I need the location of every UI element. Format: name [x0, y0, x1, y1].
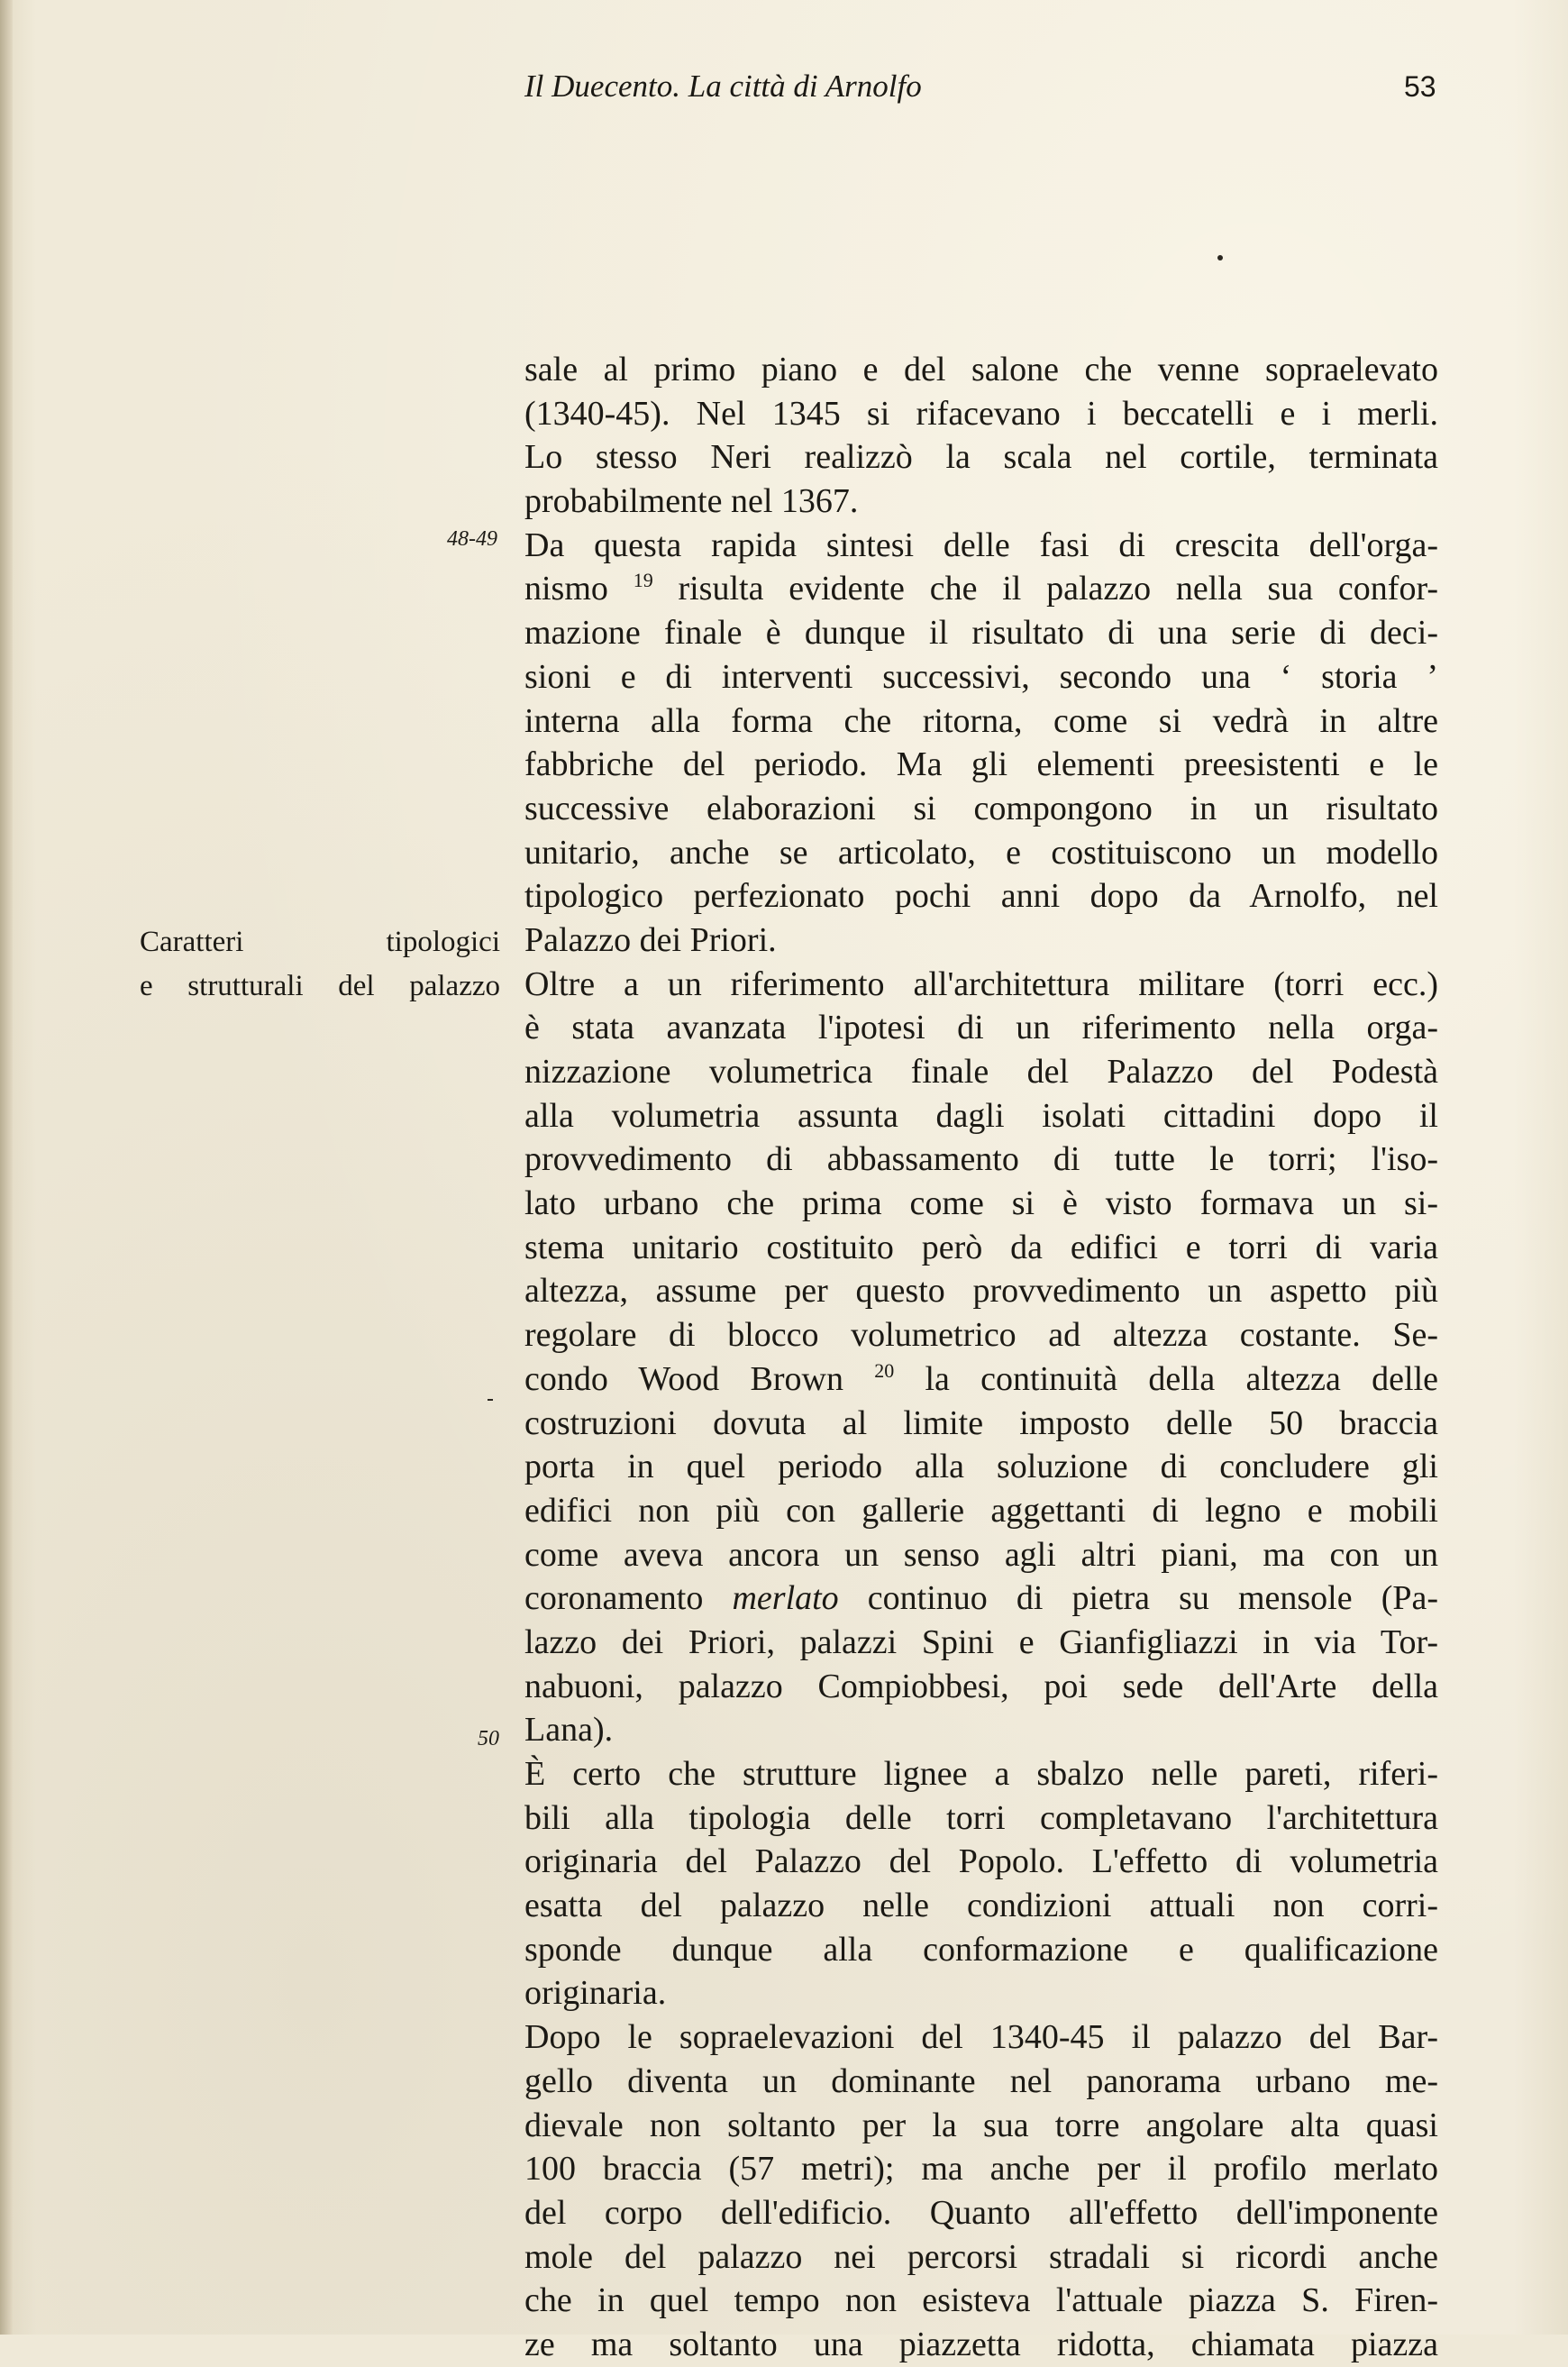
text-line: Dopo le sopraelevazioni del 1340-45 il palazzo del Bar- [524, 2018, 1438, 2057]
text-line: che in quel tempo non esisteva l'attuale piazza S. Firen- [524, 2281, 1438, 2320]
text-line: nabuoni, palazzo Compiobbesi, poi sede dell'Arte della [524, 1667, 1438, 1705]
text-run: condo Wood Brown [524, 1359, 843, 1398]
text-line: (1340-45). Nel 1345 si rifacevano i beccatelli e i merli. [524, 394, 1438, 433]
text-line: come aveva ancora un senso agli altri piani, ma con un [524, 1535, 1438, 1574]
text-run: continuo di pietra su mensole (Pa- [838, 1579, 1438, 1618]
emphasis-merlato: merlato [732, 1579, 839, 1618]
text-line [524, 1576, 1438, 1621]
text-line: sioni e di interventi successivi, secondo una ‘ storia ’ [524, 657, 1438, 696]
text-line: successive elaborazioni si compongono in un risultato [524, 789, 1438, 827]
text-line: Lana). [524, 1711, 614, 1750]
page-edge-shadow [0, 0, 13, 2335]
stray-mark [488, 1399, 493, 1401]
text-line [524, 1357, 1438, 1402]
text-line: porta in quel periodo alla soluzione di concludere gli [524, 1448, 1438, 1486]
text-run: la continuità della altezza delle [894, 1359, 1439, 1398]
text-line: unitario, anche se articolato, e costituiscono un modello [524, 833, 1438, 872]
side-heading-line-2: e strutturali del palazzo [140, 969, 500, 1002]
page-number: 53 [1404, 70, 1436, 103]
text-line: 100 braccia (57 metri); ma anche per il profilo merlato [524, 2150, 1438, 2189]
text-line: originaria del Palazzo del Popolo. L'effetto di volumetria [524, 1842, 1438, 1881]
margin-figure-ref-50: 50 [478, 1727, 499, 1750]
text-line: mole del palazzo nei percorsi stradali si ricordi anche [524, 2237, 1438, 2276]
text-line: sponde dunque alla conformazione e qualificazione [524, 1930, 1438, 1969]
text-line [524, 567, 1438, 611]
margin-figure-ref-48-49: 48-49 [447, 527, 497, 551]
text-line: probabilmente nel 1367. [524, 482, 859, 521]
side-heading-line-1: Caratteri tipologici [140, 926, 500, 958]
footnote-ref-20: 20 [874, 1358, 895, 1382]
text-line: Lo stesso Neri realizzò la scala nel cortile, terminata [524, 438, 1438, 477]
text-line: esatta del palazzo nelle condizioni attuali non corri- [524, 1887, 1438, 1925]
text-line: ze ma soltanto una piazzetta ridotta, chiamata piazza [524, 2325, 1438, 2363]
text-line: È certo che strutture lignee a sbalzo nelle pareti, riferi- [524, 1755, 1438, 1793]
text-line: provvedimento di abbassamento di tutte le torri; l'iso- [524, 1140, 1438, 1179]
text-line: lato urbano che prima come si è visto formava un si- [524, 1184, 1438, 1223]
text-line: mazione finale è dunque il risultato di una serie di deci- [524, 614, 1438, 653]
text-line: del corpo dell'edificio. Quanto all'effetto dell'imponente [524, 2193, 1438, 2232]
text-line: interna alla forma che ritorna, come si vedrà in altre [524, 701, 1438, 740]
text-line: sale al primo piano e del salone che venne sopraelevato [524, 351, 1438, 388]
side-heading [140, 920, 500, 1008]
text-line: è stata avanzata l'ipotesi di un riferimento nella orga- [524, 1009, 1438, 1047]
text-line: gello diventa un dominante nel panorama urbano me- [524, 2061, 1438, 2100]
footnote-ref-19: 19 [633, 569, 653, 592]
text-run: risulta evidente che il palazzo nella sua confor- [652, 570, 1439, 608]
text-line: Da questa rapida sintesi delle fasi di crescita dell'orga- [524, 525, 1438, 564]
page-header [0, 61, 1568, 112]
running-title: Il Duecento. La città di Arnolfo [524, 69, 922, 104]
text-line: Oltre a un riferimento all'architettura militare (torri ecc.) [524, 964, 1438, 1003]
body-text [524, 348, 1438, 2367]
ink-speck [1217, 255, 1223, 260]
text-line: tipologico perfezionato pochi anni dopo da Arnolfo, nel [524, 877, 1438, 916]
text-line: edifici non più con gallerie aggettanti di legno e mobili [524, 1491, 1438, 1530]
text-line: costruzioni dovuta al limite imposto delle 50 braccia [524, 1403, 1438, 1442]
text-line: stema unitario costituito però da edifici e torri di varia [524, 1228, 1438, 1266]
text-line: regolare di blocco volumetrico ad altezza costante. Se- [524, 1316, 1438, 1355]
text-line: nizzazione volumetrica finale del Palazzo del Podestà [524, 1053, 1438, 1091]
text-line: alla volumetria assunta dagli isolati cittadini dopo il [524, 1096, 1438, 1135]
text-line: lazzo dei Priori, palazzi Spini e Gianfigliazzi in via Tor- [524, 1622, 1438, 1661]
text-line: bili alla tipologia delle torri completavano l'architettura [524, 1798, 1438, 1837]
text-run: nismo [524, 570, 608, 608]
text-line: dievale non soltanto per la sua torre angolare alta quasi [524, 2106, 1438, 2144]
text-run: coronamento [524, 1579, 733, 1618]
text-line: originaria. [524, 1974, 667, 2013]
text-line: Palazzo dei Priori. [524, 920, 777, 959]
text-line: fabbriche del periodo. Ma gli elementi preesistenti e le [524, 745, 1438, 784]
text-line: altezza, assume per questo provvedimento un aspetto più [524, 1272, 1438, 1311]
